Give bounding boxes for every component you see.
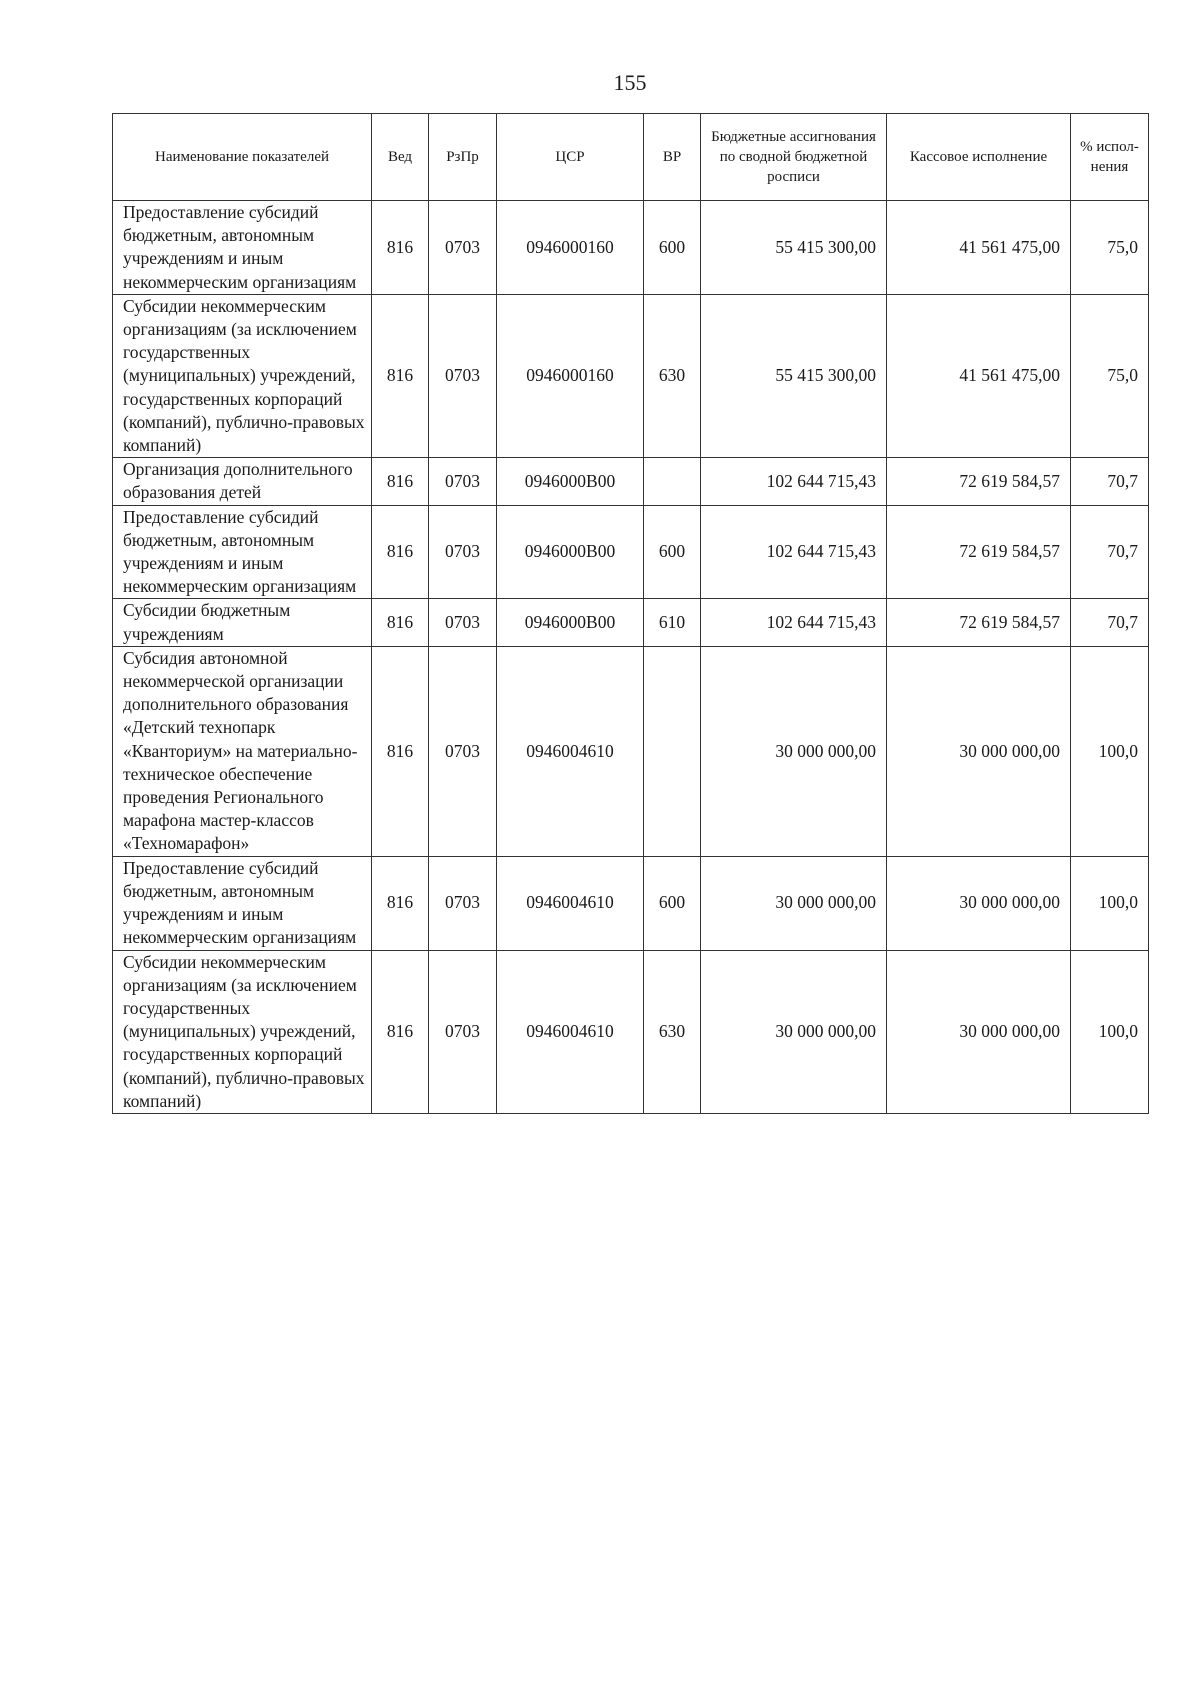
row-vr: 630 (644, 950, 701, 1113)
row-vr: 600 (644, 201, 701, 295)
row-rzpr: 0703 (429, 950, 497, 1113)
row-ved: 816 (372, 599, 429, 646)
row-vr: 600 (644, 505, 701, 599)
row-pct: 70,7 (1071, 505, 1149, 599)
row-name: Субсидии некоммерческим организациям (за исключением государственных (муниципальных) учреждений, государственных корпораций (компаний), публично-правовых компаний) (113, 950, 372, 1113)
row-cash: 30 000 000,00 (887, 646, 1071, 856)
row-vr (644, 646, 701, 856)
row-cash: 30 000 000,00 (887, 856, 1071, 950)
row-csr: 0946000В00 (497, 458, 644, 505)
row-ved: 816 (372, 294, 429, 457)
header-rzpr: РзПр (429, 114, 497, 201)
table-row (113, 856, 1149, 950)
header-name: Наименование показателей (113, 114, 372, 201)
row-rzpr: 0703 (429, 201, 497, 295)
row-rzpr: 0703 (429, 599, 497, 646)
row-budget: 55 415 300,00 (701, 201, 887, 295)
table-header-row (113, 114, 1149, 201)
row-ved: 816 (372, 458, 429, 505)
row-pct: 100,0 (1071, 950, 1149, 1113)
header-ved: Вед (372, 114, 429, 201)
row-pct: 100,0 (1071, 646, 1149, 856)
table-row (113, 950, 1149, 1113)
header-budget: Бюджетные ассигнования по сводной бюджетной росписи (701, 114, 887, 201)
row-vr: 630 (644, 294, 701, 457)
row-rzpr: 0703 (429, 856, 497, 950)
row-rzpr: 0703 (429, 505, 497, 599)
row-pct: 100,0 (1071, 856, 1149, 950)
row-pct: 75,0 (1071, 294, 1149, 457)
row-budget: 102 644 715,43 (701, 458, 887, 505)
table-row (113, 294, 1149, 457)
row-vr: 610 (644, 599, 701, 646)
row-ved: 816 (372, 856, 429, 950)
row-csr: 0946000160 (497, 294, 644, 457)
row-cash: 30 000 000,00 (887, 950, 1071, 1113)
row-csr: 0946004610 (497, 856, 644, 950)
row-ved: 816 (372, 505, 429, 599)
row-name: Субсидии бюджетным учреждениям (113, 599, 372, 646)
row-csr: 0946004610 (497, 950, 644, 1113)
header-csr: ЦСР (497, 114, 644, 201)
row-pct: 70,7 (1071, 599, 1149, 646)
row-ved: 816 (372, 201, 429, 295)
table-row (113, 458, 1149, 505)
row-cash: 72 619 584,57 (887, 599, 1071, 646)
page-number: 155 (613, 70, 647, 95)
row-rzpr: 0703 (429, 458, 497, 505)
budget-table (112, 113, 1149, 1114)
row-csr: 0946000В00 (497, 505, 644, 599)
row-rzpr: 0703 (429, 646, 497, 856)
row-csr: 0946000В00 (497, 599, 644, 646)
row-budget: 102 644 715,43 (701, 505, 887, 599)
row-pct: 70,7 (1071, 458, 1149, 505)
row-budget: 30 000 000,00 (701, 856, 887, 950)
row-csr: 0946000160 (497, 201, 644, 295)
row-name: Предоставление субсидий бюджетным, автономным учреждениям и иным некоммерческим организациям (113, 505, 372, 599)
row-vr: 600 (644, 856, 701, 950)
header-vr: ВР (644, 114, 701, 201)
row-csr: 0946004610 (497, 646, 644, 856)
row-budget: 102 644 715,43 (701, 599, 887, 646)
row-ved: 816 (372, 646, 429, 856)
row-budget: 30 000 000,00 (701, 950, 887, 1113)
row-vr (644, 458, 701, 505)
row-name: Предоставление субсидий бюджетным, автономным учреждениям и иным некоммерческим организациям (113, 856, 372, 950)
row-cash: 41 561 475,00 (887, 294, 1071, 457)
row-budget: 30 000 000,00 (701, 646, 887, 856)
row-name: Субсидия автономной некоммерческой организации дополнительного образования «Детский технопарк «Кванториум» на материально-техническое обеспечение проведения Регионального марафона мастер-классов «Техномарафон» (113, 646, 372, 856)
row-cash: 72 619 584,57 (887, 505, 1071, 599)
row-cash: 72 619 584,57 (887, 458, 1071, 505)
row-budget: 55 415 300,00 (701, 294, 887, 457)
row-ved: 816 (372, 950, 429, 1113)
table-row (113, 505, 1149, 599)
table-row (113, 201, 1149, 295)
row-cash: 41 561 475,00 (887, 201, 1071, 295)
row-name: Организация дополнительного образования детей (113, 458, 372, 505)
table-row (113, 599, 1149, 646)
header-cash: Кассовое исполнение (887, 114, 1071, 201)
row-name: Субсидии некоммерческим организациям (за исключением государственных (муниципальных) учреждений, государственных корпораций (компаний), публично-правовых компаний) (113, 294, 372, 457)
row-name: Предоставление субсидий бюджетным, автономным учреждениям и иным некоммерческим организациям (113, 201, 372, 295)
row-pct: 75,0 (1071, 201, 1149, 295)
row-rzpr: 0703 (429, 294, 497, 457)
header-pct: % испол-нения (1071, 114, 1149, 201)
table-row (113, 646, 1149, 856)
